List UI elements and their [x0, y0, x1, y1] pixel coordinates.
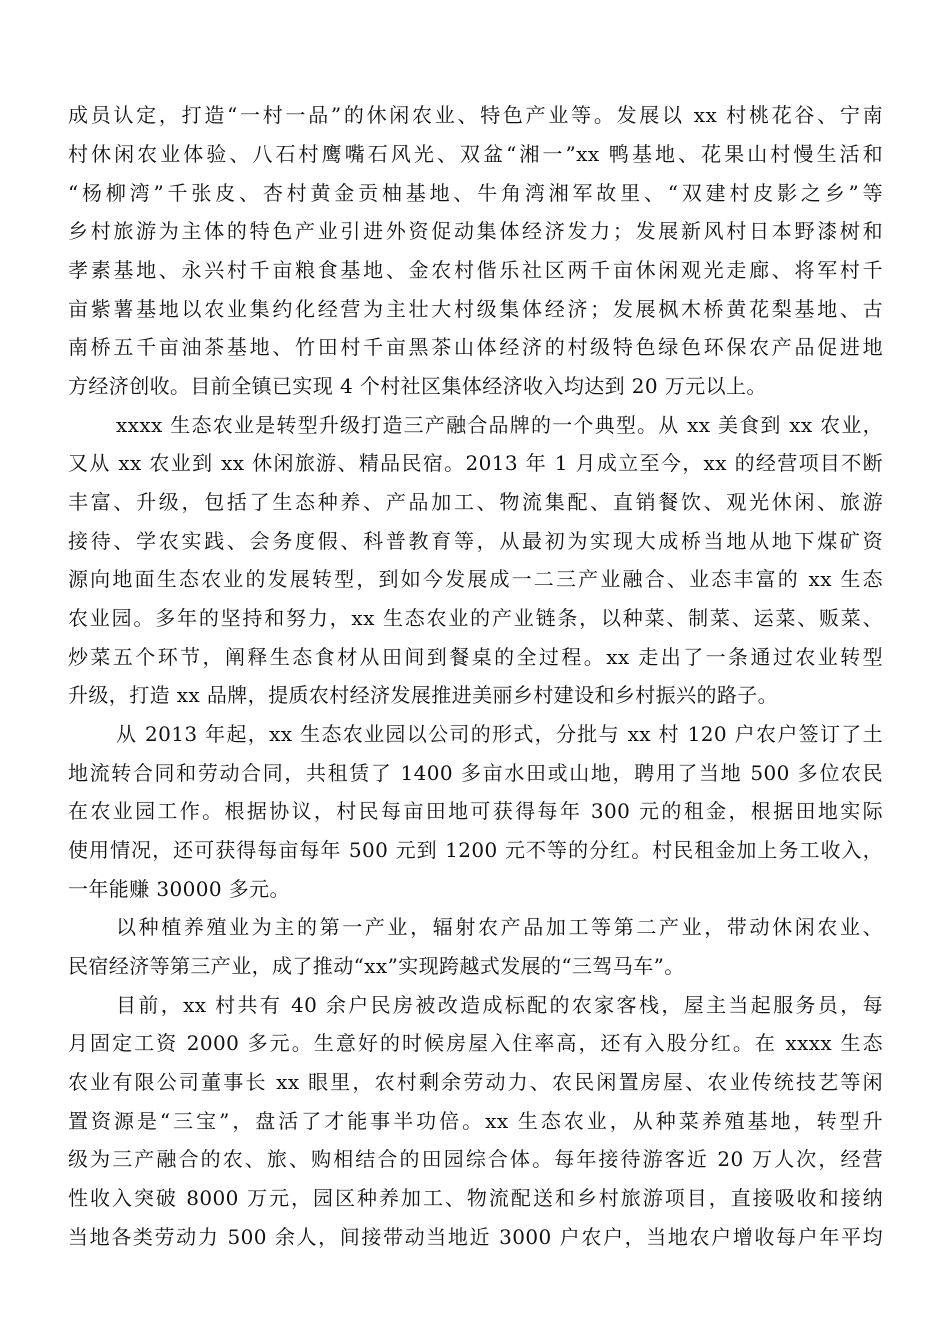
- text-line: 又从 xx 农业到 xx 休闲旅游、精品民宿。2013 年 1 月成立至今，xx 的经营项目不断: [68, 451, 883, 475]
- text-line: 孝素基地、永兴村千亩粮食基地、金农村偕乐社区两千亩休闲观光走廊、将军村千: [68, 258, 883, 282]
- text-line: 目前，xx 村共有 40 余户民房被改造成标配的农家客栈，屋主当起服务员，每: [116, 993, 883, 1017]
- text-line: 从 2013 年起，xx 生态农业园以公司的形式，分批与 xx 村 120 户农户签订了土: [116, 722, 883, 746]
- text-line: 源向地面生态农业的发展转型，到如今发展成一二三产业融合、业态丰富的 xx 生态: [68, 567, 883, 591]
- text-line: 亩紫薯基地以农业集约化经营为主壮大村级集体经济；发展枫木桥黄花梨基地、古: [68, 297, 883, 321]
- text-line: 成员认定，打造“一村一品”的休闲农业、特色产业等。发展以 xx 村桃花谷、宁南: [68, 103, 883, 127]
- text-line: 农业有限公司董事长 xx 眼里，农村剩余劳动力、农民闲置房屋、农业传统技艺等闲: [68, 1070, 883, 1094]
- text-line: 当地各类劳动力 500 余人，间接带动当地近 3000 户农户，当地农户增收每户年平均: [68, 1225, 883, 1249]
- text-line: 接待、学农实践、会务度假、科普教育等，从最初为实现大成桥当地从地下煤矿资: [68, 529, 883, 553]
- text-line: 使用情况，还可获得每亩每年 500 元到 1200 元不等的分红。村民租金加上务工收入，: [68, 838, 883, 862]
- text-line: 升级，打造 xx 品牌，提质农村经济发展推进美丽乡村建设和乡村振兴的路子。: [68, 683, 779, 707]
- text-line: “杨柳湾”千张皮、杏村黄金贡柚基地、牛角湾湘军故里、“双建村皮影之乡”等: [68, 181, 883, 205]
- text-line: 地流转合同和劳动合同，共租赁了 1400 多亩水田或山地，聘用了当地 500 多位农民: [68, 761, 883, 785]
- text-line: 丰富、升级，包括了生态种养、产品加工、物流集配、直销餐饮、观光休闲、旅游: [68, 490, 883, 514]
- text-line: 在农业园工作。根据协议，村民每亩田地可获得每年 300 元的租金，根据田地实际: [68, 799, 883, 823]
- text-line: 乡村旅游为主体的特色产业引进外资促动集体经济发力；发展新风村日本野漆树和: [68, 219, 883, 243]
- text-line: xxxx 生态农业是转型升级打造三产融合品牌的一个典型。从 xx 美食到 xx 农业，: [116, 413, 883, 437]
- text-line: 置资源是“三宝”，盘活了才能事半功倍。xx 生态农业，从种菜养殖基地，转型升: [68, 1109, 883, 1133]
- text-line: 方经济创收。目前全镇已实现 4 个村社区集体经济收入均达到 20 万元以上。: [68, 374, 767, 398]
- text-line: 以种植养殖业为主的第一产业，辐射农产品加工等第二产业，带动休闲农业、: [116, 915, 883, 939]
- text-line: 村休闲农业体验、八石村鹰嘴石风光、双盆“湘一”xx 鸭基地、花果山村慢生活和: [68, 142, 883, 166]
- text-line: 一年能赚 30000 多元。: [68, 877, 290, 901]
- text-line: 农业园。多年的坚持和努力，xx 生态农业的产业链条，以种菜、制菜、运菜、贩菜、: [68, 606, 883, 630]
- text-line: 民宿经济等第三产业，成了推动“xx”实现跨越式发展的“三驾马车”。: [68, 954, 685, 978]
- text-line: 性收入突破 8000 万元，园区种养加工、物流配送和乡村旅游项目，直接吸收和接纳: [68, 1186, 883, 1210]
- text-line: 炒菜五个环节，阐释生态食材从田间到餐桌的全过程。xx 走出了一条通过农业转型: [68, 645, 883, 669]
- text-line: 级为三产融合的农、旅、购相结合的田园综合体。每年接待游客近 20 万人次，经营: [68, 1147, 883, 1171]
- text-line: 月固定工资 2000 多元。生意好的时候房屋入住率高，还有入股分红。在 xxxx 生态: [68, 1031, 883, 1055]
- text-line: 南桥五千亩油茶基地、竹田村千亩黑茶山体经济的村级特色绿色环保农产品促进地: [68, 335, 883, 359]
